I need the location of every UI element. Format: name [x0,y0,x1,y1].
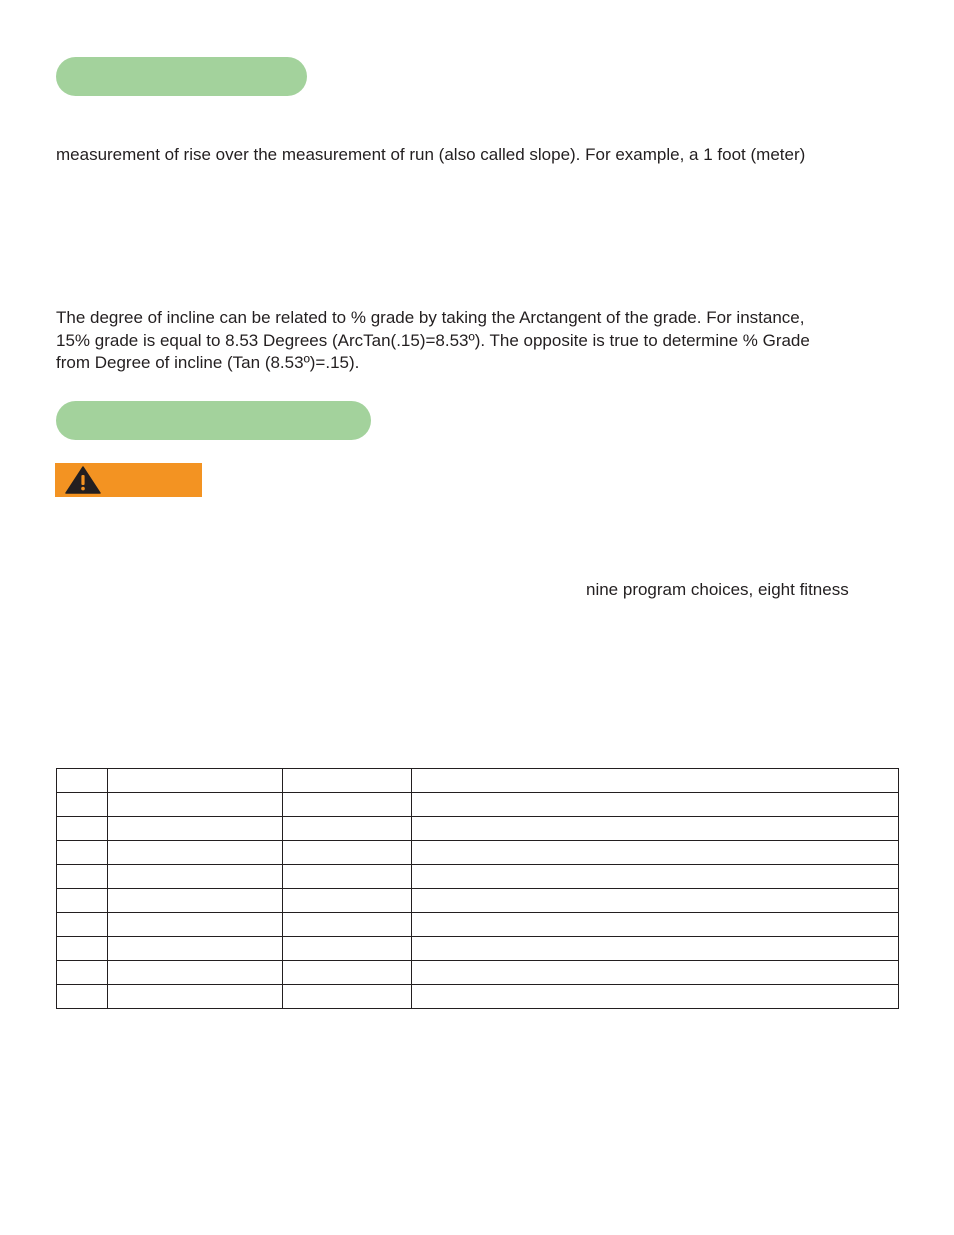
table-row [57,889,899,913]
incline-paragraph [56,307,810,375]
table-cell [108,961,283,985]
incline-line-3: from Degree of incline (Tan (8.53º)=.15). [56,353,360,372]
slope-paragraph: measurement of rise over the measurement of run (also called slope). For example, a 1 foot (meter) [56,145,806,164]
table-cell [283,865,412,889]
table-cell [108,913,283,937]
program-choices-fragment: nine program choices, eight fitness [586,580,849,599]
table-cell [412,889,899,913]
table-cell [412,961,899,985]
incline-line-2: 15% grade is equal to 8.53 Degrees (ArcTan(.15)=8.53º). The opposite is true to determine % Grade [56,330,810,350]
table-row [57,937,899,961]
table-cell [412,769,899,793]
table-cell [108,769,283,793]
table-cell [412,937,899,961]
table-cell [57,817,108,841]
table-row [57,961,899,985]
table-cell [283,937,412,961]
table-cell [412,913,899,937]
table-cell [412,793,899,817]
table-row [57,841,899,865]
section-heading-pill-2 [56,401,371,440]
table-cell [283,889,412,913]
table-cell [57,769,108,793]
table-row [57,793,899,817]
table-row [57,817,899,841]
table-cell [57,793,108,817]
table-cell [57,961,108,985]
table-cell [57,937,108,961]
table-cell [283,841,412,865]
table-cell [283,817,412,841]
table-cell [108,865,283,889]
table-cell [412,985,899,1009]
table-row [57,865,899,889]
table-cell [108,889,283,913]
table-cell [108,793,283,817]
program-table [56,768,899,1009]
table-cell [412,841,899,865]
warning-triangle-icon [65,466,101,494]
table-cell [57,913,108,937]
table-cell [283,913,412,937]
table-cell [283,985,412,1009]
table-cell [57,865,108,889]
table-row [57,769,899,793]
table-cell [108,985,283,1009]
table-cell [57,889,108,913]
table-cell [57,985,108,1009]
table-cell [283,961,412,985]
table-cell [108,817,283,841]
table-cell [283,793,412,817]
table-row [57,913,899,937]
table-cell [283,769,412,793]
table-cell [412,865,899,889]
table-row [57,985,899,1009]
incline-line-1: The degree of incline can be related to % grade by taking the Arctangent of the grade. For instance, [56,308,805,327]
warning-banner [55,463,202,497]
section-heading-pill-1 [56,57,307,96]
table-cell [57,841,108,865]
table-cell [412,817,899,841]
table-cell [108,841,283,865]
table-cell [108,937,283,961]
